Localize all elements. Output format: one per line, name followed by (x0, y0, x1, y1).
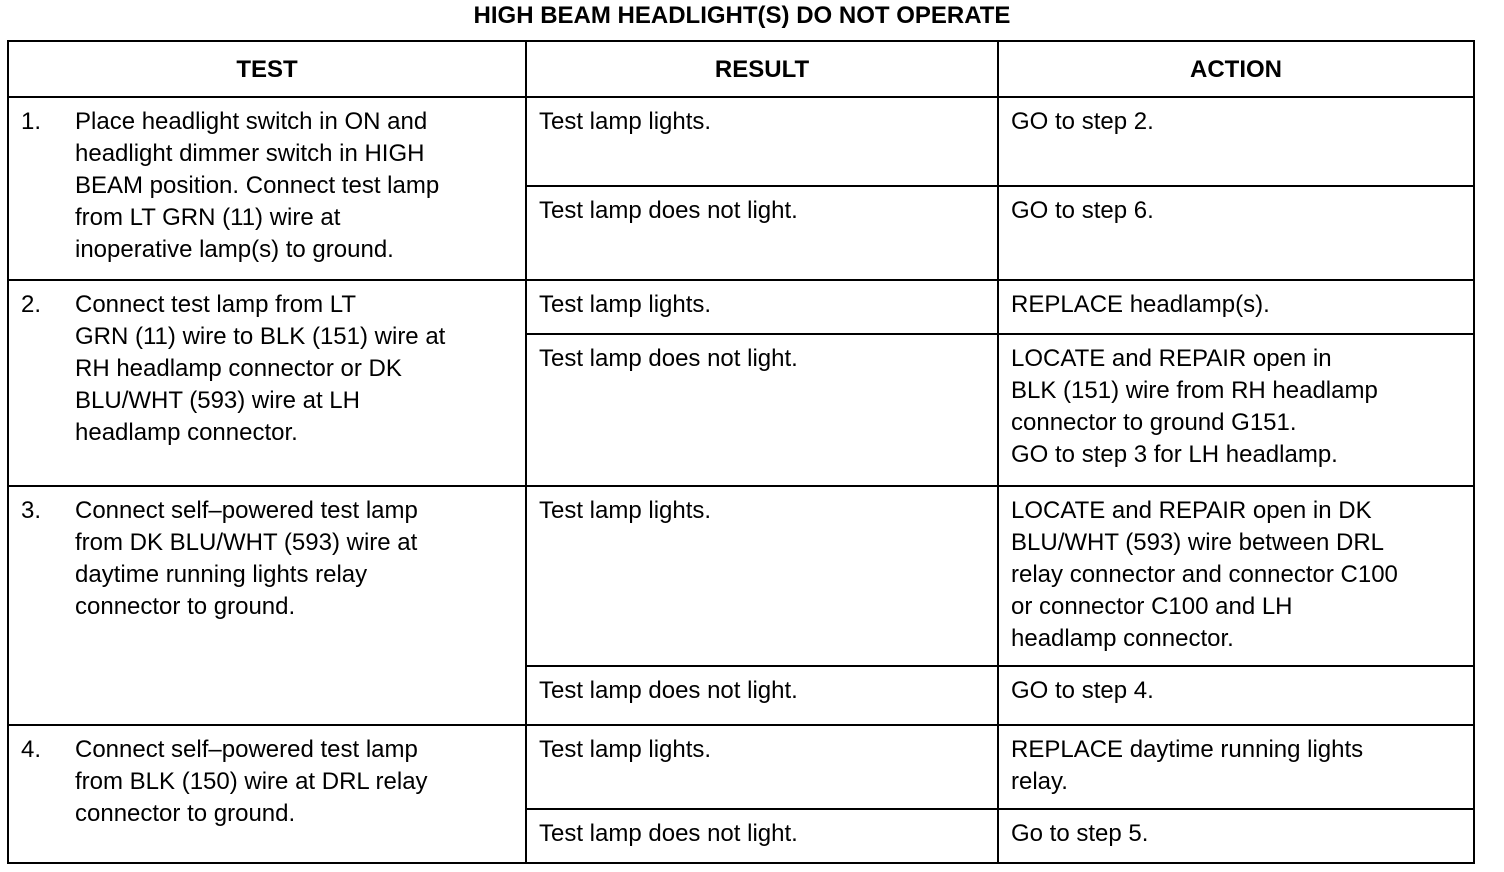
test-text: Connect self–powered test lamp from DK BLU/WHT (593) wire at daytime running lights relay connector to ground. (75, 497, 418, 620)
test-step-2 (7, 279, 527, 487)
action-cell: GO to step 4. (997, 665, 1475, 726)
test-text: Place headlight switch in ON and headlight dimmer switch in HIGH BEAM position. Connect test lamp from LT GRN (11) wire at inoperative lamp(s) to ground. (75, 108, 440, 263)
result-cell: Test lamp lights. (525, 96, 999, 187)
action-cell: REPLACE headlamp(s). (997, 279, 1475, 335)
test-step-4 (7, 724, 527, 864)
header-result: RESULT (525, 40, 999, 98)
result-cell: Test lamp does not light. (525, 808, 999, 864)
header-test: TEST (7, 40, 527, 98)
action-cell: LOCATE and REPAIR open in BLK (151) wire from RH headlamp connector to ground G151. GO to step 3 for LH headlamp. (997, 333, 1475, 487)
result-cell: Test lamp does not light. (525, 665, 999, 726)
action-cell: REPLACE daytime running lights relay. (997, 724, 1475, 810)
step-number: 4. (21, 736, 42, 763)
action-cell: Go to step 5. (997, 808, 1475, 864)
test-text: Connect self–powered test lamp from BLK (150) wire at DRL relay connector to ground. (75, 736, 428, 827)
result-cell: Test lamp does not light. (525, 185, 999, 281)
action-cell: LOCATE and REPAIR open in DK BLU/WHT (593) wire between DRL relay connector and connector C100 or connector C100 and LH headlamp connector. (997, 485, 1475, 667)
action-cell: GO to step 6. (997, 185, 1475, 281)
result-cell: Test lamp lights. (525, 485, 999, 667)
result-cell: Test lamp lights. (525, 279, 999, 335)
page-title: HIGH BEAM HEADLIGHT(S) DO NOT OPERATE (473, 2, 1011, 29)
test-step-1 (7, 96, 527, 281)
result-cell: Test lamp does not light. (525, 333, 999, 487)
step-number: 2. (21, 291, 42, 318)
result-cell: Test lamp lights. (525, 724, 999, 810)
header-action: ACTION (997, 40, 1475, 98)
action-cell: GO to step 2. (997, 96, 1475, 187)
step-number: 3. (21, 497, 42, 524)
test-text: Connect test lamp from LT GRN (11) wire to BLK (151) wire at RH headlamp connector or DK BLU/WHT (593) wire at LH headlamp connector. (75, 291, 446, 446)
step-number: 1. (21, 108, 42, 135)
test-step-3 (7, 485, 527, 726)
